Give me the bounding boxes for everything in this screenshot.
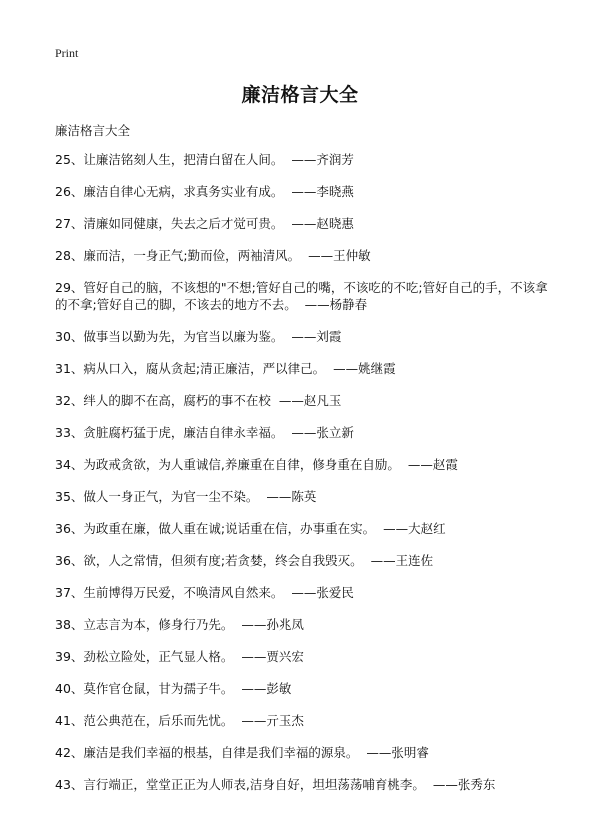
quote-text: 让廉洁铭刻人生，把清白留在人间。 — [83, 152, 284, 167]
quote-author: ——赵凡玉 — [278, 393, 342, 408]
quote-author: ——亓玉杰 — [241, 713, 304, 728]
quote-author: ——齐润芳 — [291, 152, 354, 167]
quote-item — [55, 392, 555, 409]
quote-item — [55, 424, 555, 441]
quote-item — [55, 279, 555, 313]
quote-item — [55, 215, 555, 232]
quote-number: 25、 — [55, 152, 84, 167]
quote-text: 为政重在廉，做人重在诚;说话重在信，办事重在实。 — [83, 521, 376, 536]
quote-item — [55, 488, 555, 505]
quote-author: ——杨静春 — [304, 297, 368, 312]
quote-author: ——张立新 — [291, 425, 354, 440]
quote-number: 26、 — [55, 184, 84, 199]
quote-number: 36、 — [55, 553, 84, 568]
quote-author: ——赵霞 — [407, 457, 458, 472]
quote-author: ——张明睿 — [366, 745, 429, 760]
quote-text: 范公典范在，后乐而先忧。 — [83, 713, 234, 728]
quote-text: 劲松立险处，正气显人格。 — [83, 649, 234, 664]
quote-number: 27、 — [55, 216, 84, 231]
quote-author: ——王连佐 — [370, 553, 434, 568]
quote-text: 廉而洁，一身正气;勤而俭，两袖清风。 — [83, 248, 301, 263]
quote-author: ——赵晓惠 — [291, 216, 354, 231]
quote-author: ——李晓燕 — [291, 184, 354, 199]
quote-number: 40、 — [55, 681, 84, 696]
quote-author: ——大赵红 — [383, 521, 446, 536]
quote-author: ——刘霞 — [291, 329, 342, 344]
quote-item — [55, 552, 555, 569]
quote-number: 41、 — [55, 713, 84, 728]
quote-number: 38、 — [55, 617, 84, 632]
quote-author: ——彭敏 — [241, 681, 292, 696]
quote-number: 31、 — [55, 361, 84, 376]
quote-item — [55, 328, 555, 345]
quote-text: 生前博得万民爱，不唤清风自然来。 — [83, 585, 284, 600]
quote-author: ——姚继霞 — [333, 361, 396, 376]
quote-text: 欲，人之常情，但须有度;若贪婪，终会自我毁灭。 — [83, 553, 363, 568]
quote-text: 廉洁是我们幸福的根基，自律是我们幸福的源泉。 — [83, 745, 359, 760]
quote-list — [55, 151, 555, 808]
quote-item — [55, 712, 555, 729]
quote-item — [55, 584, 555, 601]
print-link[interactable]: Print — [55, 46, 79, 60]
quote-item — [55, 183, 555, 200]
quote-number: 36、 — [55, 521, 84, 536]
quote-number: 43、 — [55, 777, 84, 792]
quote-text: 绊人的脚不在高，腐朽的事不在校 — [83, 393, 271, 408]
quote-text: 贪脏腐朽猛于虎，廉洁自律永幸福。 — [83, 425, 284, 440]
quote-number: 37、 — [55, 585, 84, 600]
quote-text: 立志言为本，修身行乃先。 — [83, 617, 234, 632]
quote-number: 29、 — [55, 280, 84, 295]
quote-item — [55, 680, 555, 697]
quote-text: 为政戒贪欲，为人重诚信,养廉重在自律，修身重在自励。 — [83, 457, 400, 472]
quote-number: 35、 — [55, 489, 84, 504]
quote-author: ——贾兴宏 — [241, 649, 304, 664]
quote-item — [55, 520, 555, 537]
quote-number: 32、 — [55, 393, 84, 408]
quote-number: 39、 — [55, 649, 84, 664]
quote-item — [55, 776, 555, 793]
quote-item — [55, 648, 555, 665]
quote-item — [55, 744, 555, 761]
quote-text: 清廉如同健康，失去之后才觉可贵。 — [83, 216, 284, 231]
quote-text: 言行端正，堂堂正正为人师表,洁身自好，坦坦荡荡哺育桃李。 — [83, 777, 425, 792]
quote-item — [55, 360, 555, 377]
quote-text: 廉洁自律心无病，求真务实业有成。 — [83, 184, 284, 199]
quote-author: ——孙兆凤 — [241, 617, 304, 632]
page-title: 廉洁格言大全 — [241, 84, 359, 106]
quote-author: ——陈英 — [266, 489, 317, 504]
quote-text: 管好自己的脑，不该想的"不想;管好自己的嘴，不该吃的不吃;管好自己的手，不该拿的不拿;管好自己的脚，不该去的地方不去。 — [55, 280, 548, 312]
quote-number: 34、 — [55, 457, 84, 472]
quote-item — [55, 247, 555, 264]
quote-text: 做事当以勤为先，为官当以廉为鉴。 — [83, 329, 284, 344]
quote-text: 病从口入，腐从贪起;清正廉洁，严以律己。 — [83, 361, 326, 376]
quote-author: ——张秀东 — [432, 777, 496, 792]
quote-item — [55, 151, 555, 168]
quote-number: 30、 — [55, 329, 84, 344]
quote-number: 42、 — [55, 745, 84, 760]
quote-item — [55, 616, 555, 633]
quote-item — [55, 456, 555, 473]
quote-author: ——王仲敏 — [308, 248, 371, 263]
quote-text: 做人一身正气，为官一尘不染。 — [83, 489, 259, 504]
section-heading: 廉洁格言大全 — [55, 123, 131, 138]
quote-number: 28、 — [55, 248, 84, 263]
quote-text: 莫作官仓鼠，甘为孺子牛。 — [83, 681, 234, 696]
quote-number: 33、 — [55, 425, 84, 440]
quote-author: ——张爱民 — [291, 585, 354, 600]
